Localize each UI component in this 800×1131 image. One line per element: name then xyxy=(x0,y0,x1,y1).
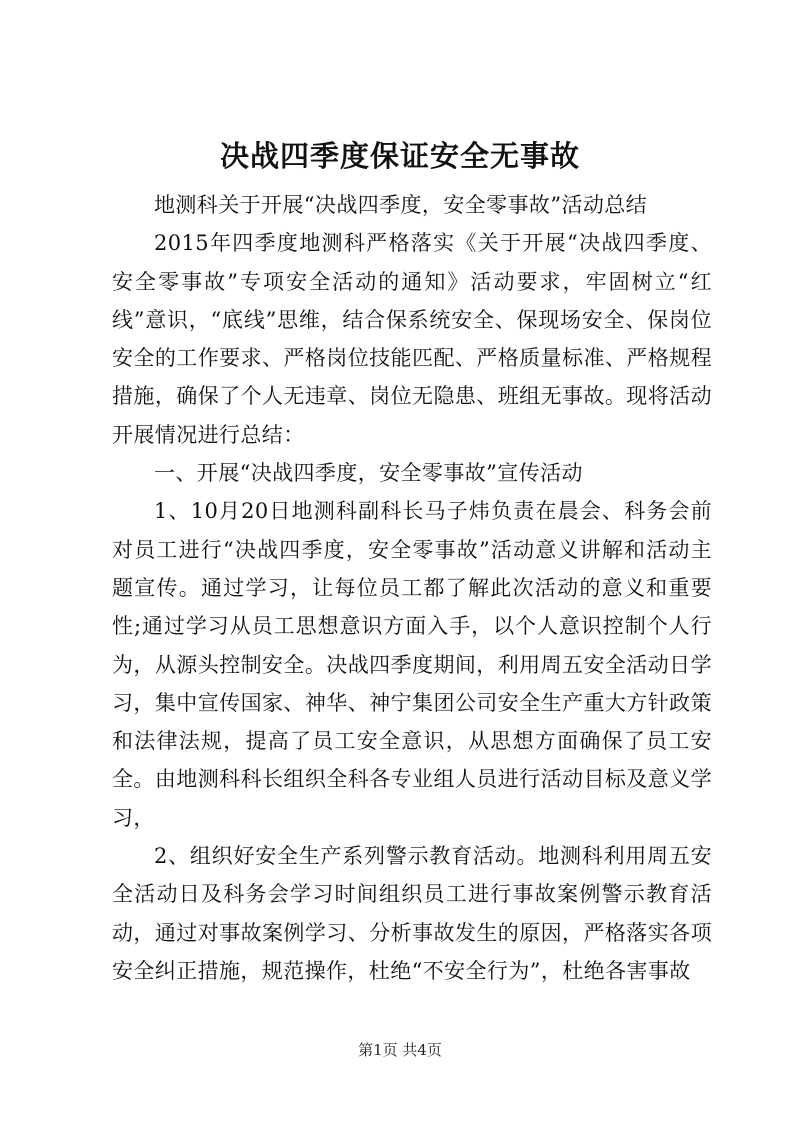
item-paragraph-2: 2、组织好安全生产系列警示教育活动。地测科利用周五安全活动日及科务会学习时间组织员工进行事故案例警示教育活动，通过对事故案例学习、分析事故发生的原因，严格落实各项安全纠正措施，规范操作，杜绝“不安全行为”，杜绝各害事故 xyxy=(112,844,712,983)
intro-paragraph: 2015年四季度地测科严格落实《关于开展“决战四季度、安全零事故”专项安全活动的通知》活动要求，牢固树立“红线”意识，“底线”思维，结合保系统安全、保现场安全、保岗位安全的工作要求、严格岗位技能匹配、严格质量标准、严格规程措施，确保了个人无违章、岗位无隐患、班组无事故。现将活动开展情况进行总结： xyxy=(112,231,712,447)
section-heading: 一、开展“决战四季度，安全零事故”宣传活动 xyxy=(154,461,583,486)
page-number-footer: 第1页 共4页 xyxy=(358,1041,442,1059)
document-title: 决战四季度保证安全无事故 xyxy=(219,139,580,173)
document-body xyxy=(112,186,712,990)
subtitle-paragraph: 地测科关于开展“决战四季度，安全零事故”活动总结 xyxy=(154,193,648,217)
item-paragraph-1: 1、10月20日地测科副科长马子炜负责在晨会、科务会前对员工进行“决战四季度，安全零事故”活动意义讲解和活动主题宣传。通过学习，让每位员工都了解此次活动的意义和重要性;通过学习从员工思想意识方面入手，以个人意识控制个人行为，从源头控制安全。决战四季度期间，利用周五安全活动日学习，集中宣传国家、神华、神宁集团公司安全生产重大方针政策和法律法规，提高了员工安全意识，从思想方面确保了员工安全。由地测科科长组织全科各专业组人员进行活动目标及意义学习， xyxy=(112,499,712,830)
